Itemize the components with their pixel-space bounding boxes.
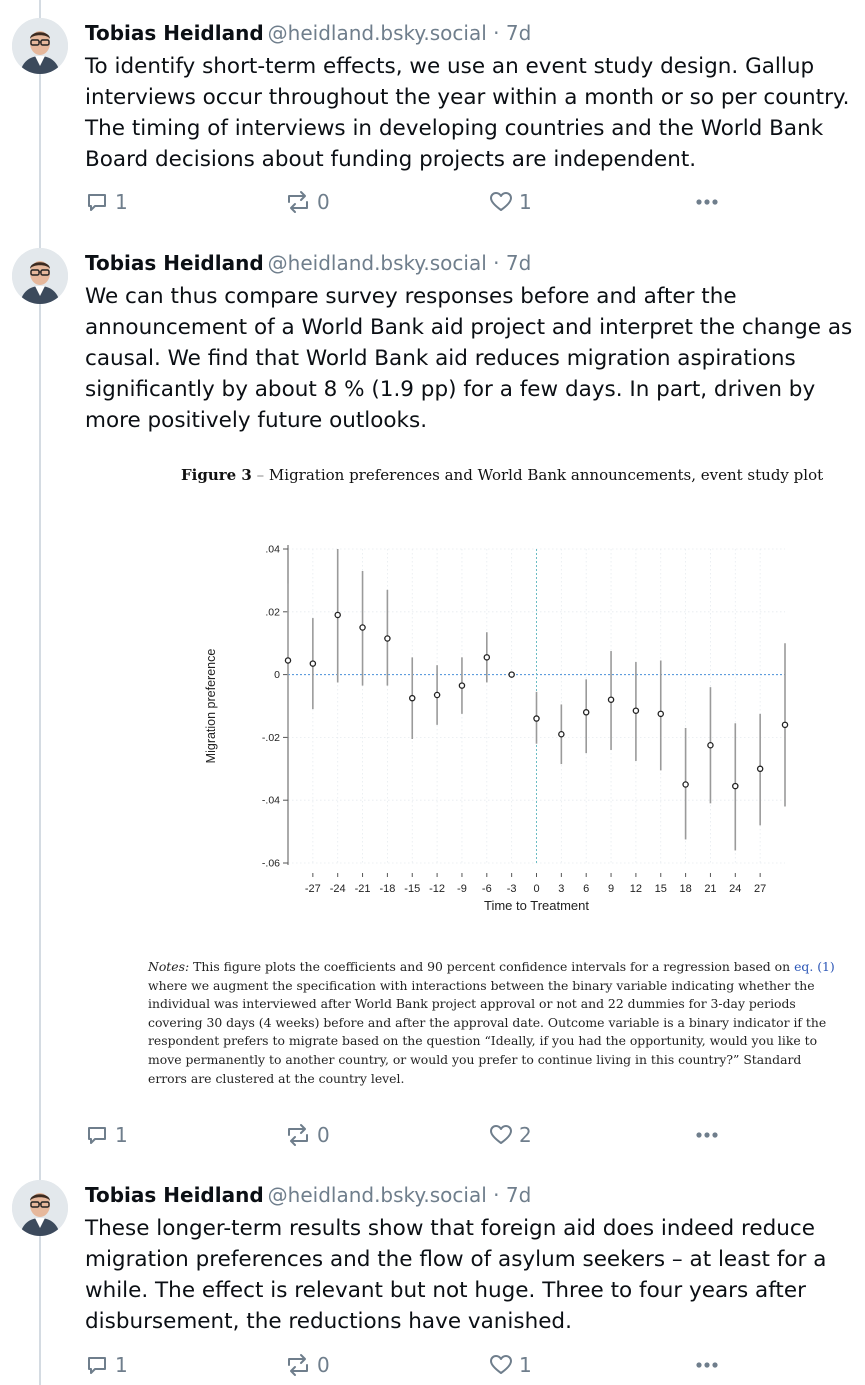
coefficient-point <box>584 710 589 715</box>
x-axis-ticks <box>305 873 766 895</box>
more-options-button[interactable] <box>693 1120 721 1150</box>
coefficient-point <box>509 672 514 677</box>
x-tick-label: -15 <box>404 883 421 895</box>
x-tick-label: -27 <box>304 883 321 895</box>
y-tick-label: -.04 <box>261 794 280 807</box>
coefficient-point <box>484 655 489 660</box>
coefficient-point <box>459 683 464 688</box>
post-age[interactable]: 7d <box>505 251 532 275</box>
heart-icon <box>489 1123 513 1147</box>
figure-title: Migration preferences and World Bank announcements, event study plot <box>268 466 824 484</box>
x-tick-label: 3 <box>558 883 565 895</box>
notes-text-1: This figure plots the coefficients and 90 percent confidence intervals for a regression based on <box>193 959 791 974</box>
x-tick-label: 6 <box>583 883 590 895</box>
avatar[interactable] <box>12 248 68 304</box>
author-handle[interactable]: @heidland.bsky.social <box>267 21 487 45</box>
notes-text-2: where we augment the specification with interactions between the binary variable indicating whether the individual was interviewed after World Bank project approval or not and 22 dummies for 3-day periods covering 30 days (4 weeks) before and after the approval date. Outcome variable is a binary indicator if the respondent prefers to migrate based on the question “Ideally, if you had the opportunity, would you like to move permanently to another country, or would you prefer to continue living in this country?” Standard errors are clustered at the country level. <box>148 977 827 1086</box>
avatar[interactable] <box>12 1180 68 1236</box>
y-tick-label: 0 <box>274 669 280 682</box>
author-name[interactable]: Tobias Heidland <box>85 251 264 275</box>
figure-caption <box>181 466 823 484</box>
author-name[interactable]: Tobias Heidland <box>85 1183 264 1207</box>
coefficient-point <box>733 783 738 788</box>
reply-icon <box>85 1123 109 1147</box>
figure-notes <box>148 958 838 1088</box>
post-text: We can thus compare survey responses before and after the announcement of a World Bank aid project and interpret the change as causal. We find that World Bank aid reduces migration aspirations significantly by about 8 % (1.9 pp) for a few days. In part, driven by more positively future outlooks. <box>85 284 853 433</box>
y-tick-label: .02 <box>265 606 280 619</box>
more-options-button[interactable] <box>693 1350 721 1380</box>
post-header <box>85 250 531 276</box>
post-actions <box>85 187 725 217</box>
more-options-button[interactable] <box>693 187 721 217</box>
coefficient-point <box>559 732 564 737</box>
x-tick-label: -9 <box>457 883 467 895</box>
repost-icon <box>285 1353 311 1377</box>
y-tick-label: -.06 <box>261 857 280 870</box>
y-tick-label: .04 <box>265 543 280 556</box>
post-actions <box>85 1120 725 1150</box>
avatar[interactable] <box>12 18 68 74</box>
x-tick-label: 12 <box>629 883 643 895</box>
repost-count: 0 <box>317 1123 330 1147</box>
coefficient-point <box>608 697 613 702</box>
avatar-photo <box>12 248 68 304</box>
coefficient-point <box>285 658 290 663</box>
coefficient-point <box>310 661 315 666</box>
event-study-chart <box>85 510 865 990</box>
reply-button[interactable] <box>85 187 128 217</box>
x-axis-label: Time to Treatment <box>484 898 589 913</box>
coefficient-point <box>658 711 663 716</box>
coefficient-point <box>758 766 763 771</box>
post-age[interactable]: 7d <box>505 21 532 45</box>
coefficient-point <box>683 782 688 787</box>
figure-dash: – <box>256 466 265 484</box>
repost-icon <box>285 190 311 214</box>
repost-button[interactable] <box>285 1350 330 1380</box>
notes-label: Notes: <box>148 959 190 974</box>
repost-button[interactable] <box>285 1120 330 1150</box>
x-tick-label: -24 <box>329 883 346 895</box>
coefficient-point <box>335 612 340 617</box>
x-tick-label: 9 <box>607 883 615 895</box>
x-tick-label: -3 <box>506 883 517 895</box>
separator-dot: · <box>493 1183 500 1207</box>
figure-image[interactable] <box>85 450 865 1100</box>
y-axis-ticks <box>262 544 288 870</box>
avatar-photo <box>12 1180 68 1236</box>
coefficient-point <box>385 636 390 641</box>
coefficient-point <box>708 743 713 748</box>
heart-icon <box>489 1353 513 1377</box>
equation-reference: eq. (1) <box>794 959 835 974</box>
more-options-icon <box>693 1353 721 1377</box>
reply-count: 1 <box>115 1353 128 1377</box>
like-button[interactable] <box>489 187 532 217</box>
reply-button[interactable] <box>85 1350 128 1380</box>
x-tick-label: -12 <box>429 883 446 895</box>
x-tick-label: 24 <box>729 883 742 895</box>
reply-icon <box>85 190 109 214</box>
avatar-photo <box>12 18 68 74</box>
post-actions <box>85 1350 725 1380</box>
like-button[interactable] <box>489 1350 532 1380</box>
like-button[interactable] <box>489 1120 532 1150</box>
y-axis-label: Migration preference <box>204 648 218 764</box>
x-tick-label: 27 <box>754 883 767 895</box>
author-handle[interactable]: @heidland.bsky.social <box>267 251 487 275</box>
separator-dot: · <box>493 251 500 275</box>
reply-button[interactable] <box>85 1120 128 1150</box>
repost-count: 0 <box>317 190 330 214</box>
x-tick-label: 0 <box>533 883 540 895</box>
heart-icon <box>489 190 513 214</box>
reply-count: 1 <box>115 1123 128 1147</box>
more-options-icon <box>693 190 721 214</box>
like-count: 1 <box>519 190 532 214</box>
thread-line <box>39 0 41 1385</box>
repost-count: 0 <box>317 1353 330 1377</box>
post-age[interactable]: 7d <box>505 1183 532 1207</box>
post-header <box>85 1182 531 1208</box>
reply-icon <box>85 1353 109 1377</box>
x-tick-label: -21 <box>354 883 371 895</box>
figure-label: Figure 3 <box>181 466 252 484</box>
post-header <box>85 20 531 46</box>
coefficient-point <box>782 722 787 727</box>
reply-count: 1 <box>115 190 128 214</box>
coefficient-point <box>435 692 440 697</box>
separator-dot: · <box>493 21 500 45</box>
author-handle[interactable]: @heidland.bsky.social <box>267 1183 487 1207</box>
x-tick-label: -6 <box>481 883 492 895</box>
coefficient-point <box>534 716 539 721</box>
x-tick-label: -18 <box>379 883 396 895</box>
more-options-icon <box>693 1123 721 1147</box>
y-tick-label: -.02 <box>261 731 280 744</box>
x-tick-label: 15 <box>654 883 667 895</box>
coefficient-point <box>410 696 415 701</box>
author-name[interactable]: Tobias Heidland <box>85 21 264 45</box>
post-text: These longer-term results show that foreign aid does indeed reduce migration preferences and the flow of asylum seekers – at least for a while. The effect is relevant but not huge. Three to four years after disbursement, the reductions have vanished. <box>85 1216 827 1334</box>
x-tick-label: 18 <box>679 883 692 895</box>
like-count: 2 <box>519 1123 532 1147</box>
like-count: 1 <box>519 1353 532 1377</box>
coefficient-point <box>633 708 638 713</box>
repost-button[interactable] <box>285 187 330 217</box>
repost-icon <box>285 1123 311 1147</box>
x-tick-label: 21 <box>704 883 717 895</box>
post-text: To identify short-term effects, we use an event study design. Gallup interviews occur throughout the year within a month or so per country. The timing of interviews in developing countries and the World Bank Board decisions about funding projects are independent. <box>85 54 850 172</box>
coefficient-point <box>360 625 365 630</box>
